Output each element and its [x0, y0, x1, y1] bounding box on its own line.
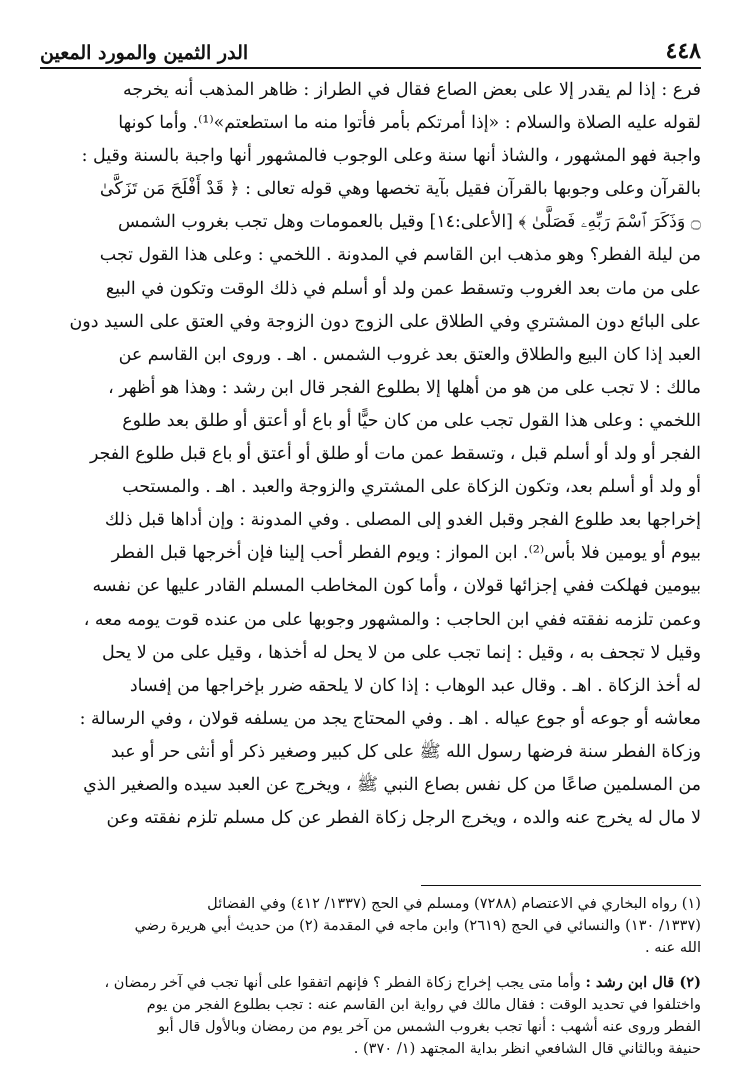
page-number: ٤٤٨	[665, 38, 701, 64]
text-line: مالك : لا تجب على من هو من أهلها إلا بطلوع الفجر قال ابن رشد : وهذا هو أظهر ،	[108, 377, 701, 398]
text-line: أو ولد أو أسلم بعد، وتكون الزكاة على المشتري والزوجة والعبد . اهـ . والمستحب	[122, 477, 701, 498]
footnote-separator	[421, 885, 701, 886]
text-line: من ليلة الفطر؟ وهو مذهب ابن القاسم في المدونة . اللخمي : وعلى هذا القول تجب	[99, 245, 701, 266]
text-line: بيوم أو يومين فلا بأس⁽²⁾. ابن المواز : ويوم الفطر أحب إلينا فإن أخرجها قبل الفطر	[111, 543, 701, 564]
footnote-gap	[38, 960, 701, 972]
footnote-line	[38, 972, 701, 994]
text-line: وعمن تلزمه نفقته ففي ابن الحاجب : والمشهور وجوبها على من عنده قوت يومه معه ،	[83, 609, 701, 630]
footnote-1	[38, 893, 701, 960]
text-line: واجبة فهو المشهور ، والشاذ أنها سنة وعلى الوجوب فالمشهور أنها واجبة بالسنة وقيل :	[81, 146, 701, 167]
footnote-label: (٢) قال ابن رشد :	[585, 973, 701, 991]
footnote-line: حنيفة وبالثاني قال الشافعي انظر بداية المجتهد (١/ ٣٧٠) .	[353, 1040, 701, 1058]
footnotes	[38, 893, 701, 1060]
text-line: بالقرآن وعلى وجوبها بالقرآن فقيل بآية تخصها وهي قوله تعالى : ﴿ قَدْ أَفْلَحَ مَن تَزَكَّىٰ	[99, 179, 701, 200]
text-line: من المسلمين صاعًا من كل نفس بصاع النبي ﷺ ، ويخرج عن العبد سيده والصغير الذي	[83, 774, 701, 795]
running-title: الدر الثمين والمورد المعين	[40, 42, 249, 64]
text-line: بيومين فهلكت ففي إجزائها قولان ، وأما كون المخاطب المسلم القادر عليها عن نفسه	[92, 576, 701, 597]
page-header	[40, 30, 701, 69]
text-line: ۝ وَذَكَرَ ٱسْمَ رَبِّهِۦ فَصَلَّىٰ ﴾ [الأعلى:١٤] وقيل بالعمومات وهل تجب بغروب الشمس	[117, 212, 701, 233]
text-line: العبد إذا كان البيع والطلاق والعتق بعد غروب الشمس . اهـ . وروى ابن القاسم عن	[118, 344, 701, 365]
footnote-text: وأما متى يجب إخراج زكاة الفطر ؟ فإنهم اتفقوا على أنها تجب في آخر رمضان ،	[104, 973, 586, 991]
text-line: وقيل لا تجحف به ، وقيل : إنما تجب على من لا يحل له أخذها ، وقيل على من لا يحل	[101, 642, 701, 663]
main-text	[38, 74, 701, 835]
text-line: لقوله عليه الصلاة والسلام : «إذا أمرتكم بأمر فأتوا منه ما استطعتم»⁽¹⁾. وأما كونها	[118, 113, 701, 134]
text-line: اللخمي : وعلى هذا القول تجب على من كان حيًّا أو باع أو أعتق أو طلق بعد طلوع	[122, 410, 701, 431]
text-line: على البائع دون المشتري وفي الطلاق على الزوج دون الزوجة وفي العتق على السيد دون	[69, 311, 701, 332]
footnote-line: (١) رواه البخاري في الاعتصام (٧٢٨٨) ومسلم في الحج (١٣٣٧/ ٤١٢) وفي الفضائل	[207, 895, 701, 912]
footnote-2	[38, 972, 701, 1061]
text-line: معاشه أو جوعه أو جوع عياله . اهـ . وفي المحتاج يجد من يسلفه قولان ، وفي الرسالة :	[79, 708, 701, 729]
footnote-line: الفطر وروى عنه أشهب : أنها تجب بغروب الشمس من آخر يوم من رمضان وبالأول قال أبو	[157, 1018, 701, 1036]
footnote-line: (١٣٣٧/ ١٣٠) والنسائي في الحج (٢٦١٩) وابن ماجه في المقدمة (٢) من حديث أبي هريرة رضي	[134, 917, 701, 935]
text-line: على من مات بعد الغروب وتسقط عمن ولد أو أسلم في ذلك الوقت وتكون في البيع	[105, 278, 701, 299]
footnote-line: الله عنه .	[644, 939, 701, 957]
text-line: له أخذ الزكاة . اهـ . وقال عبد الوهاب : إذا كان لا يلحقه ضرر بإخراجها من إفساد	[129, 675, 701, 696]
text-line: لا مال له يخرج عنه والده ، ويخرج الرجل زكاة الفطر عن كل مسلم تلزم نفقته وعن	[106, 808, 701, 829]
text-line: إخراجها بعد طلوع الفجر وقبل الغدو إلى المصلى . وفي المدونة : وإن أداها قبل ذلك	[104, 510, 701, 531]
footnote-line: واختلفوا في تحديد الوقت : فقال مالك في رواية ابن القاسم عنه : تجب بطلوع الفجر من يوم	[146, 995, 701, 1013]
text-line: فرع : إذا لم يقدر إلا على بعض الصاع فقال في الطراز : ظاهر المذهب أنه يخرجه	[123, 80, 701, 100]
text-line: الفجر أو ولد أو أسلم قبل ، وتسقط عمن مات أو طلق أو أعتق أو باع قبل طلوع الفجر	[89, 444, 701, 465]
text-line: وزكاة الفطر سنة فرضها رسول الله ﷺ على كل كبير وصغير ذكر أو أنثى حر أو عبد	[110, 741, 701, 762]
